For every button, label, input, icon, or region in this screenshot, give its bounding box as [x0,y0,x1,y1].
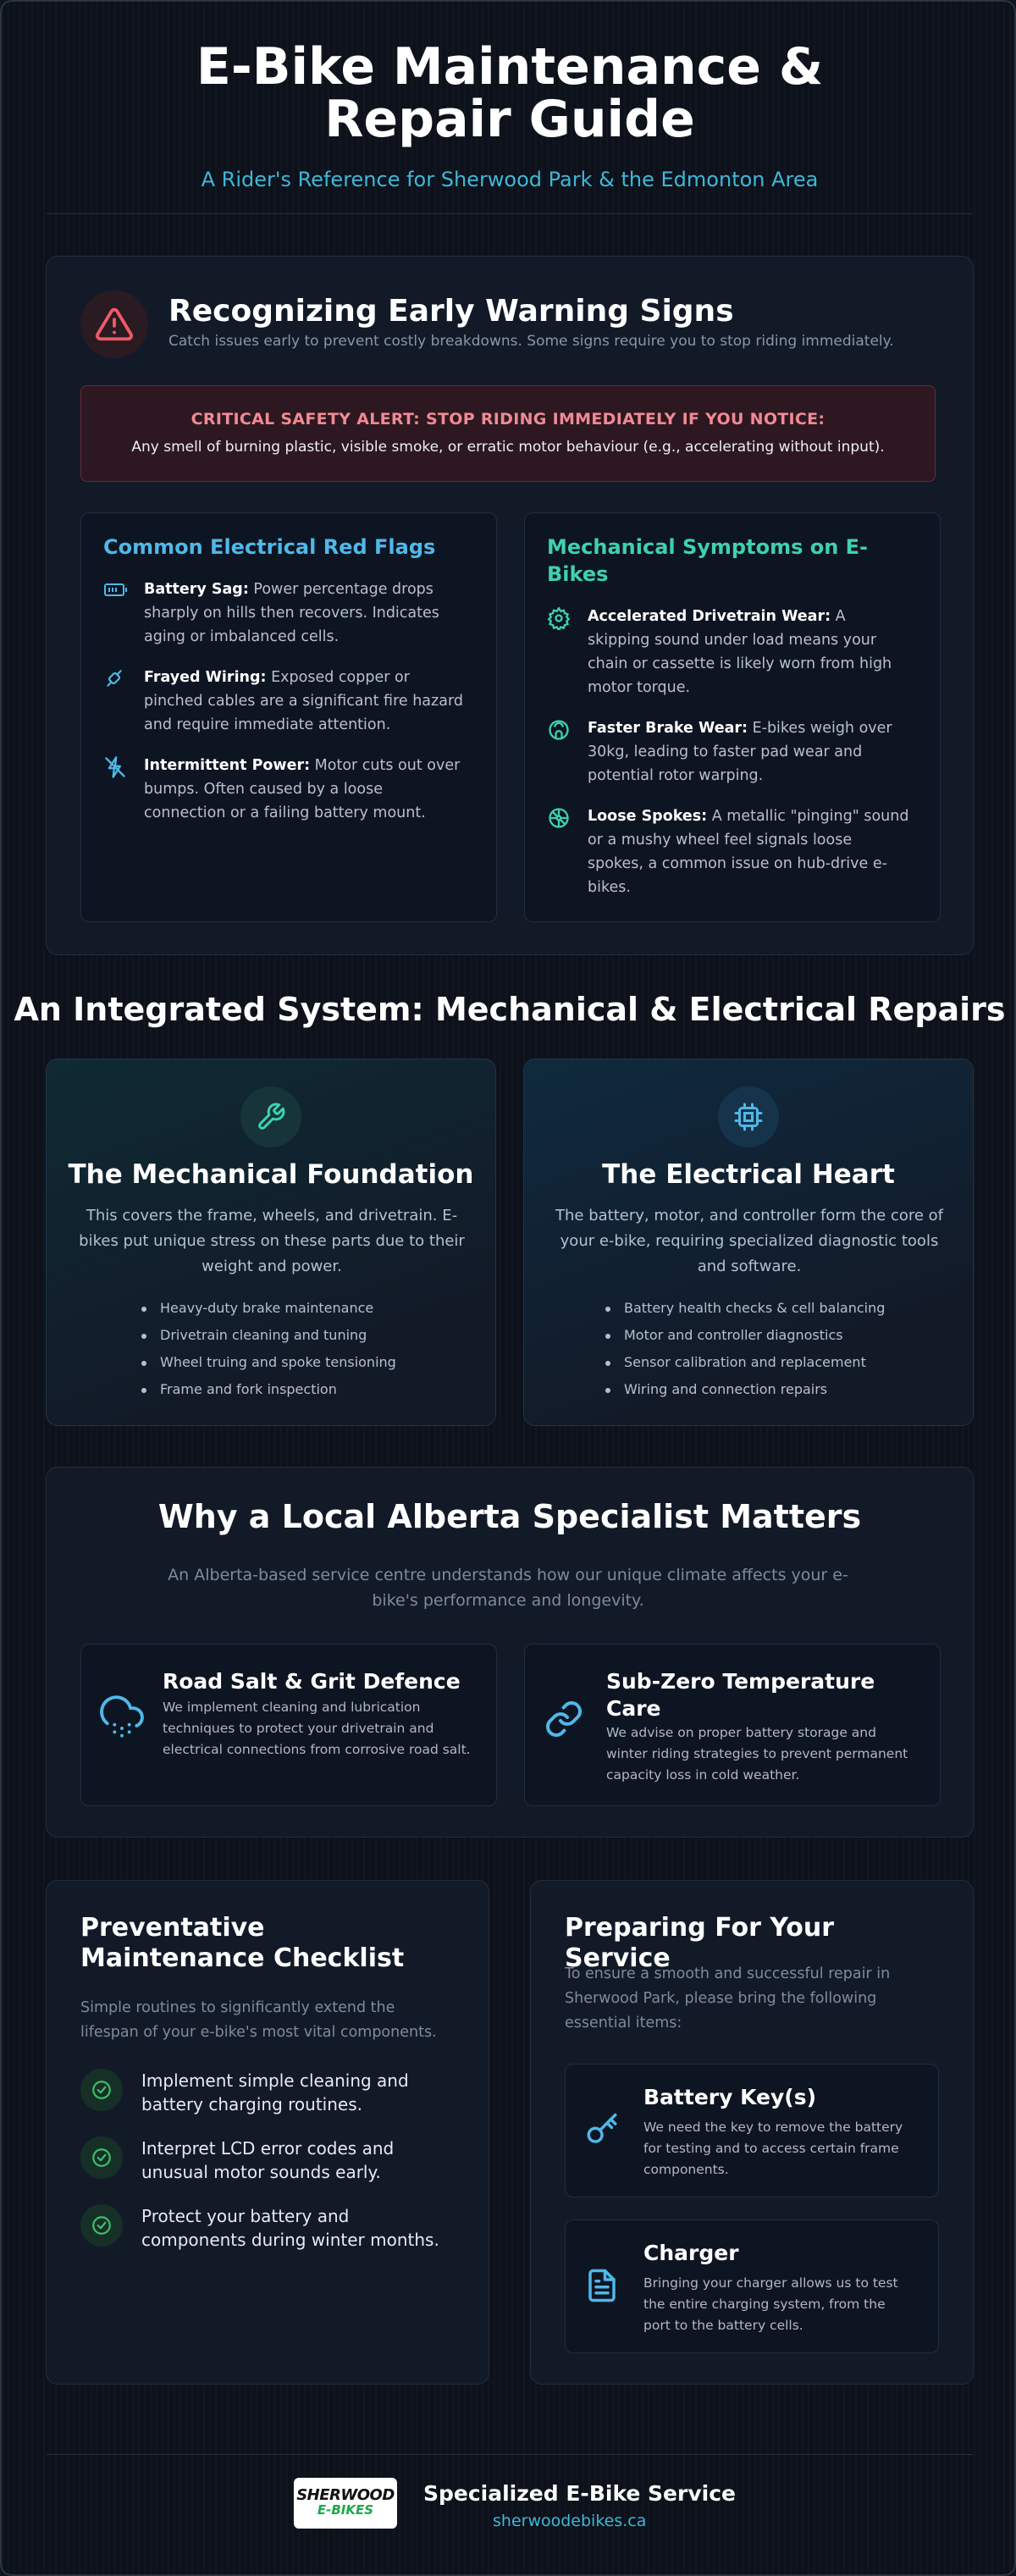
list-item: Wheel truing and spoke tensioning [140,1349,396,1376]
feature-card [80,1644,497,1806]
list-item [547,804,919,899]
mechanical-symptoms-panel [524,512,941,922]
item-text: Motor cuts out over bumps. Often caused by a loose connection or a failing battery mount. [144,757,461,821]
item-text: Power percentage drops sharply on hills then recovers. Indicates aging or imbalanced cells. [144,581,439,645]
gear-icon [547,605,577,699]
cable-icon [103,666,134,737]
service-prep-card [530,1880,974,2385]
logo-top-text: SHERWOOD [296,2486,395,2504]
item-text: Exposed copper or pinched cables are a significant fire hazard and require immediate attention. [144,669,463,733]
header [44,37,975,191]
list-item: Frame and fork inspection [140,1376,396,1403]
item-label: Faster Brake Wear: [588,720,748,737]
checklist-item-text: Interpret LCD error codes and unusual motor sounds early. [141,2138,395,2182]
service-item-card [565,2064,939,2197]
feature-card [524,1644,941,1806]
list-item: Heavy-duty brake maintenance [140,1295,396,1322]
check-circle-icon [80,2069,123,2111]
feature-title: Road Salt & Grit Defence [163,1669,461,1694]
list-item: Battery health checks & cell balancing [604,1295,885,1322]
list-item [103,666,476,737]
page-subtitle: A Rider's Reference for Sherwood Park & the Edmonton Area [201,168,819,191]
feature-desc: We implement cleaning and lubrication techniques to protect your drivetrain and electrical connections from corrosive road salt. [163,1700,471,1757]
warning-section [46,256,974,955]
service-item-card [565,2219,939,2353]
link-icon [544,1699,584,1743]
checklist-item [80,2204,461,2252]
footer [2,2478,1016,2529]
brake-icon [547,716,577,788]
check-circle-icon [80,2204,123,2247]
service-item-title: Battery Key(s) [643,2085,817,2109]
feature-title: Sub-Zero Temperature Care [606,1669,875,1721]
key-icon [584,2112,620,2151]
check-circle-icon [80,2137,123,2179]
footer-title: Specialized E-Bike Service [423,2481,736,2506]
snow-cloud-icon [100,1695,144,1743]
mechanical-foundation-desc: This covers the frame, wheels, and drivetrain. E-bikes put unique stress on these parts due to their weight and power. [79,1207,465,1275]
service-subtitle: To ensure a smooth and successful repair in Sherwood Park, please bring the following essential items: [565,1965,891,2032]
list-item: Wiring and connection repairs [604,1376,885,1403]
footer-divider [47,2454,973,2455]
item-text: A skipping sound under load means your chain or cassette is likely worn from high motor torque. [588,608,892,696]
alert-body: Any smell of burning plastic, visible smoke, or erratic motor behaviour (e.g., accelerating without input). [131,439,885,456]
list-item [547,605,919,699]
service-item-desc: Bringing your charger allows us to test the entire charging system, from the port to the battery cells. [643,2275,898,2333]
warning-triangle-icon [80,290,148,358]
service-item-title: Charger [643,2241,739,2265]
footer-website-link[interactable]: sherwoodebikes.ca [493,2512,647,2530]
item-label: Frayed Wiring: [144,669,267,686]
local-section-subtitle: An Alberta-based service centre understands how our unique climate affects your e-bike's performance and longevity. [168,1566,848,1610]
list-item [103,578,476,649]
item-text: E-bikes weigh over 30kg, leading to faster pad wear and potential rotor warping. [588,720,892,784]
maintenance-checklist-card [46,1880,489,2385]
wheel-icon [547,804,577,899]
electrical-heart-desc: The battery, motor, and controller form the core of your e-bike, requiring specialized diagnostic tools and software. [555,1207,943,1275]
list-item: Motor and controller diagnostics [604,1322,885,1349]
electrical-red-flags-panel [80,512,497,922]
wrench-icon [240,1086,301,1147]
item-label: Loose Spokes: [588,808,708,825]
checklist-subtitle: Simple routines to significantly extend the lifespan of your e-bike's most vital components. [80,1999,437,2041]
header-divider [47,213,973,214]
local-specialist-section [46,1467,974,1838]
mechanical-foundation-card [46,1059,496,1426]
alert-title: CRITICAL SAFETY ALERT: STOP RIDING IMMEDIATELY IF YOU NOTICE: [190,410,826,428]
electrical-heart-card [523,1059,974,1426]
checklist-item-text: Implement simple cleaning and battery charging routines. [141,2070,409,2114]
battery-icon [103,578,134,649]
critical-alert [80,385,936,482]
checklist-item [80,2069,461,2116]
mechanical-foundation-title: The Mechanical Foundation [68,1159,474,1190]
company-logo [294,2478,397,2529]
electrical-service-list [604,1295,885,1403]
list-item [547,716,919,788]
feature-desc: We advise on proper battery storage and winter riding strategies to prevent permanent capacity loss in cold weather. [606,1725,908,1783]
mechanical-panel-title: Mechanical Symptoms on E-Bikes [547,535,868,586]
logo-bottom-text: E-BIKES [317,2502,374,2518]
item-label: Intermittent Power: [144,757,311,774]
power-off-icon [103,754,134,825]
checklist-item [80,2137,461,2184]
checklist-item-text: Protect your battery and components during winter months. [141,2206,439,2250]
service-item-desc: We need the key to remove the battery for testing and to access certain frame components. [643,2120,903,2177]
item-label: Accelerated Drivetrain Wear: [588,608,831,625]
system-section-title: An Integrated System: Mechanical & Electrical Repairs [14,991,1006,1028]
list-item [103,754,476,825]
electrical-heart-title: The Electrical Heart [602,1159,895,1190]
list-item: Drivetrain cleaning and tuning [140,1322,396,1349]
electrical-panel-title: Common Electrical Red Flags [103,535,436,559]
document-icon [584,2268,620,2307]
warning-title: Recognizing Early Warning Signs [168,294,734,329]
service-title: Preparing For Your Service [565,1913,835,1973]
warning-subtitle: Catch issues early to prevent costly breakdowns. Some signs require you to stop riding immediately. [168,333,894,350]
checklist-title: Preventative Maintenance Checklist [80,1913,405,1973]
mechanical-service-list [140,1295,396,1403]
local-section-title: Why a Local Alberta Specialist Matters [157,1498,862,1535]
chip-icon [718,1086,779,1147]
item-label: Battery Sag: [144,581,249,598]
item-text: A metallic "pinging" sound or a mushy wheel feel signals loose spokes, a common issue on hub-drive e-bikes. [588,808,909,896]
page-title: E-Bike Maintenance & Repair Guide [196,37,824,149]
list-item: Sensor calibration and replacement [604,1349,885,1376]
